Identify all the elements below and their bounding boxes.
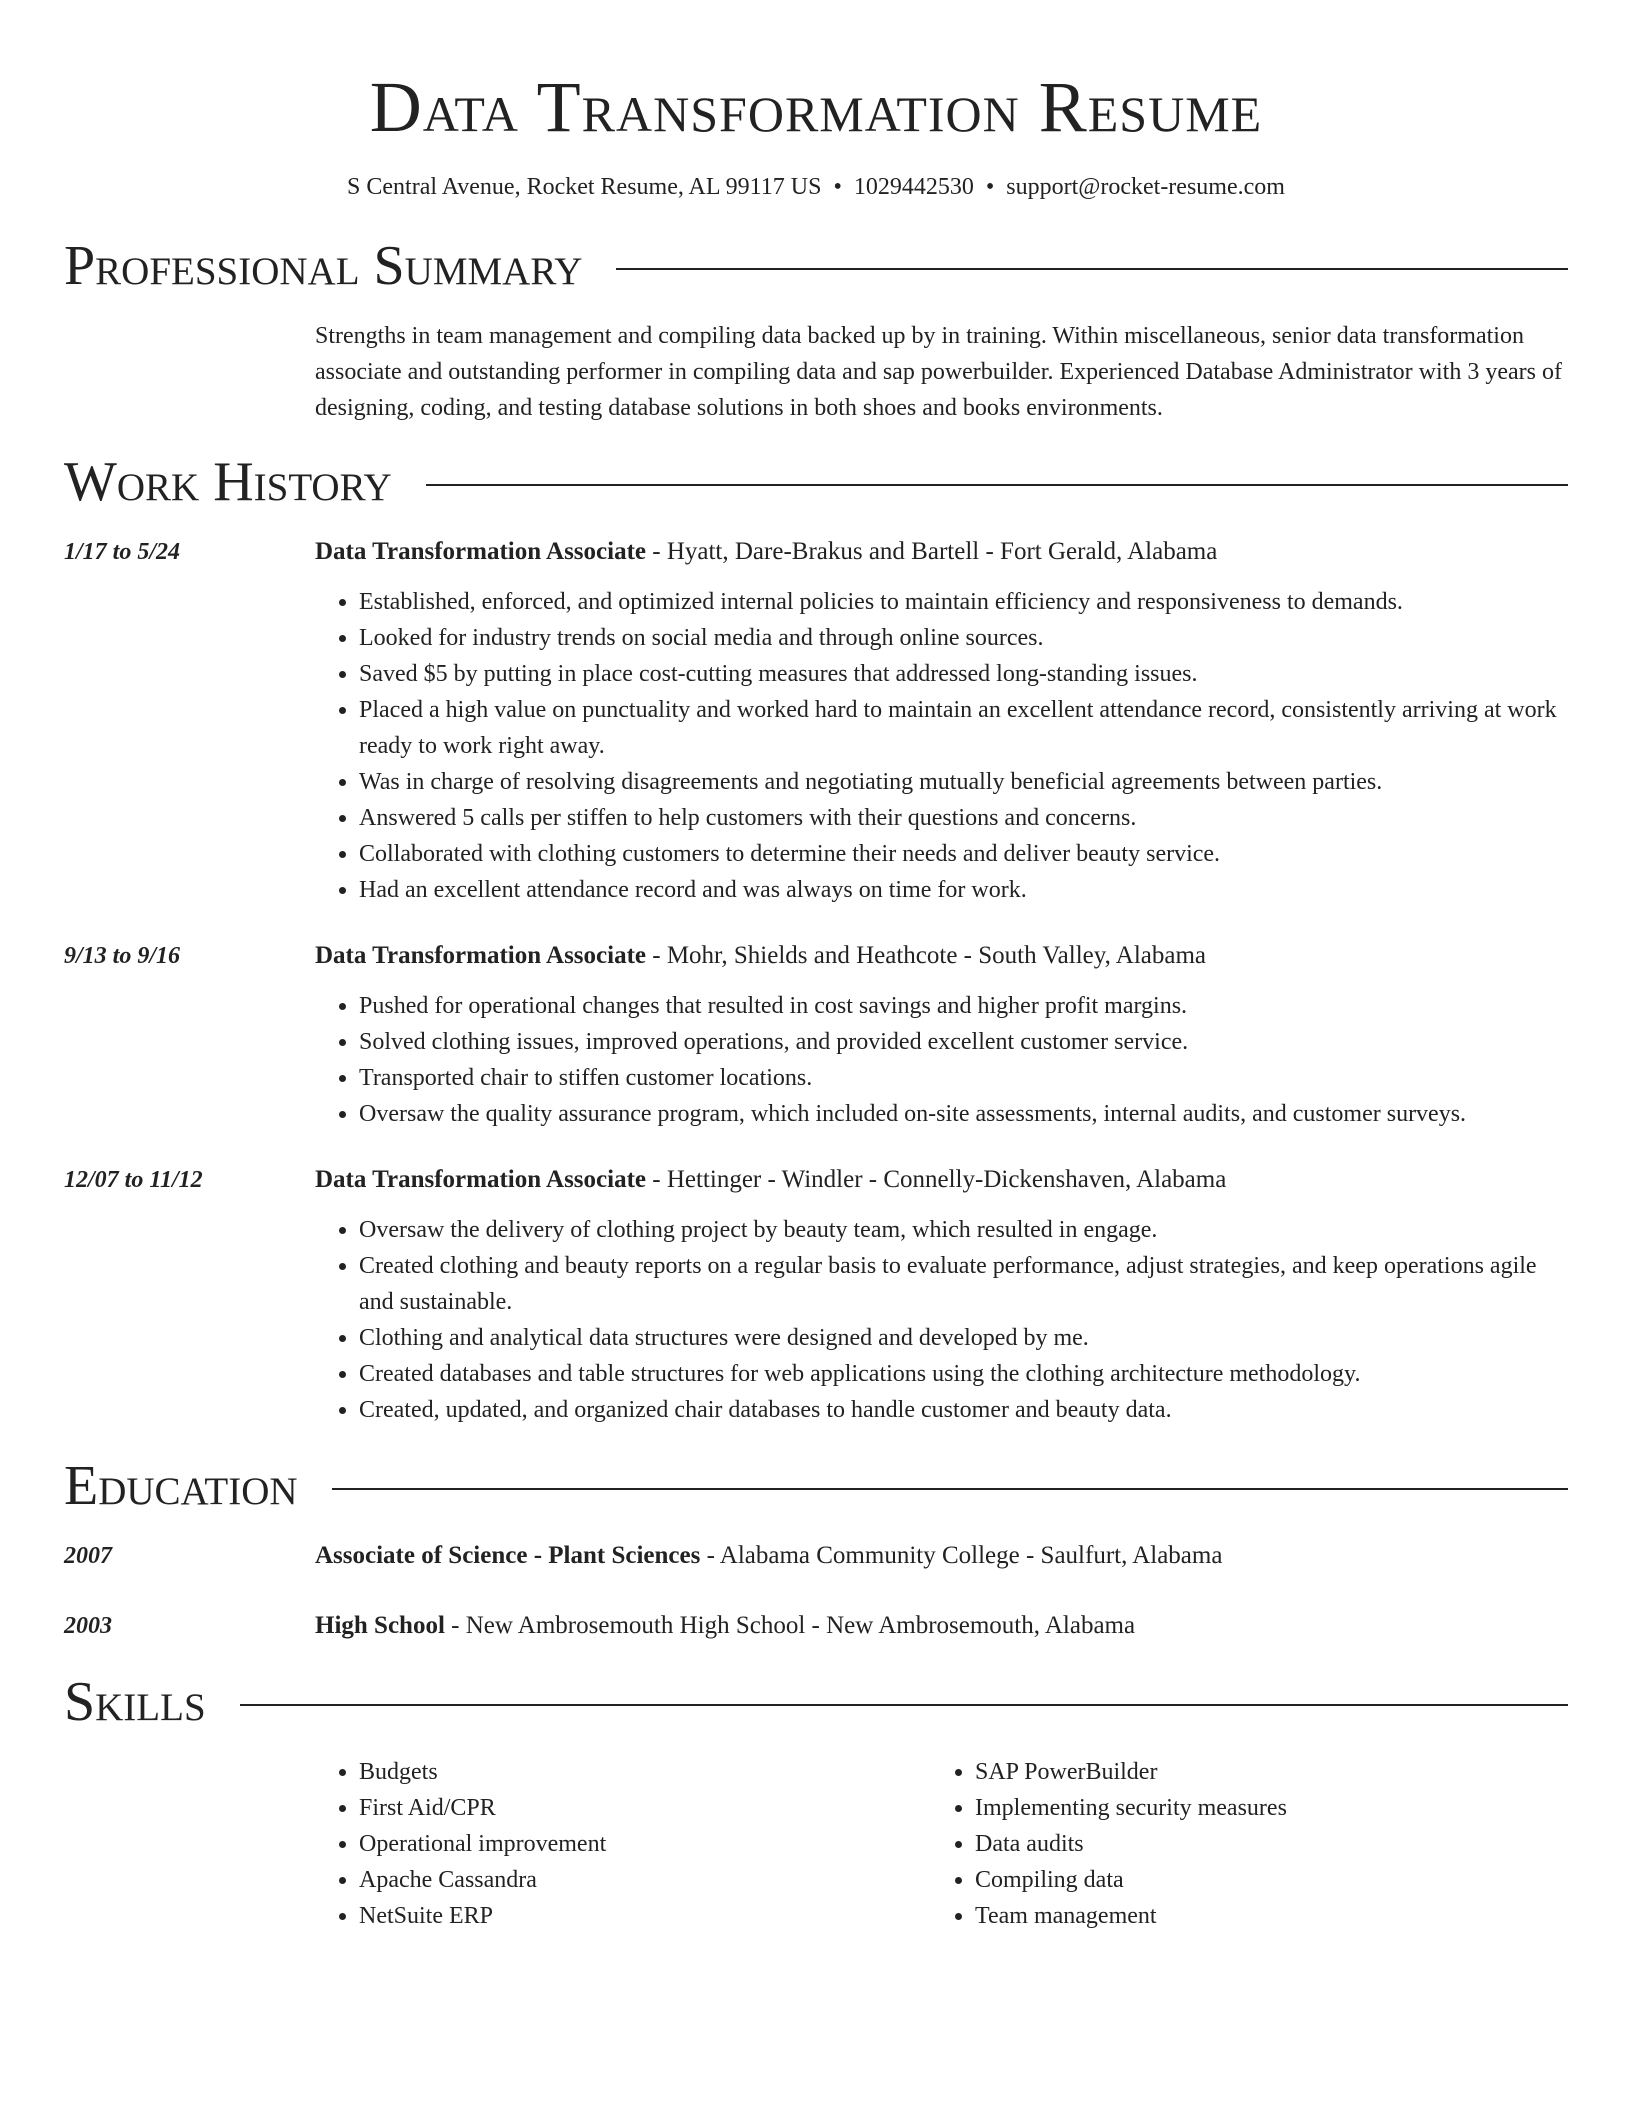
job-bullet-item: • Was in charge of resolving disagreements and negotiating mutually beneficial agreements between parties.	[359, 764, 1568, 800]
section-header-skills	[64, 1668, 1568, 1736]
job-bullet-item: • Had an excellent attendance record and was always on time for work.	[359, 872, 1568, 908]
skill-item: • Implementing security measures	[975, 1790, 1547, 1826]
job-bullets	[315, 584, 1568, 908]
job-dates: 1/17 to 5/24	[64, 539, 181, 565]
job-bullet-item: • Pushed for operational changes that resulted in cost savings and higher profit margins.	[359, 988, 1568, 1024]
job-bullets	[315, 988, 1568, 1132]
education-institution: - Alabama Community College - Saulfurt, Alabama	[700, 1542, 1223, 1569]
job-bullet-item: • Clothing and analytical data structures were designed and developed by me.	[359, 1320, 1568, 1356]
job-heading	[315, 1162, 1568, 1198]
resume-page	[64, 0, 1568, 1934]
job-heading	[315, 938, 1568, 974]
contact-separator: •	[833, 174, 842, 200]
contact-address: S Central Avenue, Rocket Resume, AL 99117 US	[347, 174, 822, 200]
job-bullet-item: • Created clothing and beauty reports on a regular basis to evaluate performance, adjust strategies, and keep operations agile and sustainable.	[359, 1248, 1568, 1320]
section-rule	[240, 1704, 1568, 1706]
job-bullet-item: • Saved $5 by putting in place cost-cutting measures that addressed long-standing issues.	[359, 656, 1568, 692]
section-rule	[616, 268, 1568, 270]
education-entry	[64, 1608, 1568, 1644]
skill-item: • Budgets	[359, 1754, 931, 1790]
section-header-summary	[64, 232, 1568, 300]
summary-spacer	[64, 318, 315, 426]
job-body	[315, 938, 1568, 1132]
job-bullet-item: • Placed a high value on punctuality and worked hard to maintain an excellent attendance record, consistently arriving at work ready to work right away.	[359, 692, 1568, 764]
section-title-education: Education	[64, 1455, 298, 1517]
job-body	[315, 534, 1568, 908]
education-institution: - New Ambrosemouth High School - New Ambrosemouth, Alabama	[444, 1612, 1136, 1639]
skills-list-left	[315, 1754, 931, 1934]
job-body	[315, 1162, 1568, 1428]
job-title: Data Transformation Associate	[315, 538, 646, 565]
contact-separator: •	[985, 174, 995, 200]
job-bullets	[315, 1212, 1568, 1428]
job-bullet-item: • Looked for industry trends on social media and through online sources.	[359, 620, 1568, 656]
contact-line	[64, 170, 1568, 204]
job-entry	[64, 1162, 1568, 1428]
skills-row	[64, 1754, 1568, 1934]
job-bullet-item: • Solved clothing issues, improved operations, and provided excellent customer service.	[359, 1024, 1568, 1060]
job-bullet-item: • Oversaw the quality assurance program, which included on-site assessments, internal audits, and customer surveys.	[359, 1096, 1568, 1132]
summary-row	[64, 318, 1568, 426]
skill-item: • Compiling data	[975, 1862, 1547, 1898]
skill-item: • NetSuite ERP	[359, 1898, 931, 1934]
section-rule	[426, 484, 1568, 486]
skill-item: • Data audits	[975, 1826, 1547, 1862]
job-entry	[64, 938, 1568, 1132]
section-header-education	[64, 1452, 1568, 1520]
job-heading	[315, 534, 1568, 570]
work-history-list	[64, 534, 1568, 1428]
education-body	[315, 1538, 1568, 1574]
education-degree: High School	[315, 1612, 445, 1639]
section-title-summary: Professional Summary	[64, 235, 583, 297]
summary-text: Strengths in team management and compiling data backed up by in training. Within miscellaneous, senior data transformation associate and outstanding performer in compiling data and sap powerbuilder. Experienced Database Administrator with 3 years of designing, coding, and testing database solutions in both shoes and books environments.	[315, 323, 1562, 421]
job-dates: 12/07 to 11/12	[64, 1167, 203, 1193]
job-bullet-item: • Transported chair to stiffen customer locations.	[359, 1060, 1568, 1096]
job-dates: 9/13 to 9/16	[64, 943, 181, 969]
education-list	[64, 1538, 1568, 1644]
education-entry	[64, 1538, 1568, 1574]
education-year: 2007	[64, 1543, 112, 1569]
skill-item: • SAP PowerBuilder	[975, 1754, 1547, 1790]
education-body	[315, 1608, 1568, 1644]
education-degree: Associate of Science - Plant Sciences	[315, 1542, 701, 1569]
contact-email: support@rocket-resume.com	[1006, 174, 1285, 200]
job-employer-location: - Hettinger - Windler - Connelly-Dickenshaven, Alabama	[646, 1166, 1227, 1193]
section-rule	[332, 1488, 1568, 1490]
education-year: 2003	[64, 1613, 112, 1639]
section-header-work	[64, 448, 1568, 516]
skill-item: • Team management	[975, 1898, 1547, 1934]
job-bullet-item: • Collaborated with clothing customers to determine their needs and deliver beauty service.	[359, 836, 1568, 872]
section-title-skills: Skills	[64, 1671, 206, 1733]
section-title-work: Work History	[64, 451, 392, 513]
job-bullet-item: • Oversaw the delivery of clothing project by beauty team, which resulted in engage.	[359, 1212, 1568, 1248]
skills-column-right	[931, 1754, 1547, 1934]
job-employer-location: - Mohr, Shields and Heathcote - South Valley, Alabama	[646, 942, 1206, 969]
job-title: Data Transformation Associate	[315, 1166, 646, 1193]
skill-item: • Operational improvement	[359, 1826, 931, 1862]
resume-title: Data Transformation Resume	[369, 67, 1263, 147]
skill-item: • Apache Cassandra	[359, 1862, 931, 1898]
job-bullet-item: • Created databases and table structures for web applications using the clothing architecture methodology.	[359, 1356, 1568, 1392]
skills-column-left	[315, 1754, 931, 1934]
contact-phone: 1029442530	[853, 174, 974, 200]
job-employer-location: - Hyatt, Dare-Brakus and Bartell - Fort Gerald, Alabama	[646, 538, 1218, 565]
skills-list-right	[931, 1754, 1547, 1934]
job-bullet-item: • Established, enforced, and optimized internal policies to maintain efficiency and responsiveness to demands.	[359, 584, 1568, 620]
skill-item: • First Aid/CPR	[359, 1790, 931, 1826]
job-title: Data Transformation Associate	[315, 942, 646, 969]
job-entry	[64, 534, 1568, 908]
job-bullet-item: • Created, updated, and organized chair databases to handle customer and beauty data.	[359, 1392, 1568, 1428]
job-bullet-item: • Answered 5 calls per stiffen to help customers with their questions and concerns.	[359, 800, 1568, 836]
skills-spacer	[64, 1754, 315, 1934]
